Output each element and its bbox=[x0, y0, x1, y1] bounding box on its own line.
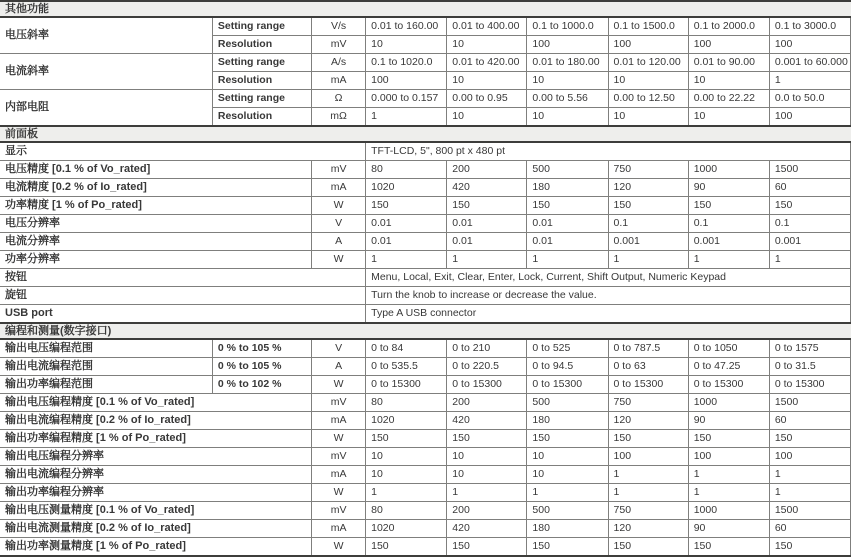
spec-label: 输出电流测量精度 [0.2 % of Io_rated] bbox=[0, 520, 312, 538]
spec-label: 电压斜率 bbox=[0, 17, 212, 54]
spec-value: 1000 bbox=[688, 161, 769, 179]
spec-value: 1 bbox=[366, 108, 447, 127]
spec-sub-label: 0 % to 102 % bbox=[212, 376, 311, 394]
spec-value: 150 bbox=[366, 538, 447, 557]
spec-unit: mA bbox=[312, 466, 366, 484]
spec-value: 0 to 220.5 bbox=[447, 358, 527, 376]
spec-value: 0.01 bbox=[366, 215, 447, 233]
spec-value: 100 bbox=[527, 36, 608, 54]
spec-value: 0.01 bbox=[527, 233, 608, 251]
spec-unit: A/s bbox=[312, 54, 366, 72]
spec-value: 10 bbox=[447, 108, 527, 127]
spec-label: USB port bbox=[0, 305, 366, 324]
spec-value: 10 bbox=[447, 466, 527, 484]
spec-value: 420 bbox=[447, 520, 527, 538]
spec-value: 0 to 1575 bbox=[769, 339, 850, 358]
spec-label: 输出电压编程范围 bbox=[0, 339, 212, 358]
spec-unit: mV bbox=[312, 448, 366, 466]
spec-row bbox=[0, 142, 851, 161]
spec-unit: mV bbox=[312, 502, 366, 520]
spec-value: 1 bbox=[769, 251, 850, 269]
spec-value: 1 bbox=[447, 484, 527, 502]
spec-row bbox=[0, 538, 851, 557]
spec-value: 10 bbox=[527, 108, 608, 127]
spec-value: 60 bbox=[769, 179, 850, 197]
spec-value: 0.01 bbox=[447, 215, 527, 233]
spec-unit: mV bbox=[312, 161, 366, 179]
spec-value: 0.00 to 5.56 bbox=[527, 90, 608, 108]
spec-row bbox=[0, 251, 851, 269]
spec-value: 10 bbox=[527, 72, 608, 90]
spec-value: 1 bbox=[366, 484, 447, 502]
spec-sub-label: 0 % to 105 % bbox=[212, 339, 311, 358]
spec-value: 150 bbox=[608, 430, 688, 448]
spec-value: 0.001 bbox=[688, 233, 769, 251]
spec-value: 10 bbox=[366, 36, 447, 54]
spec-value: 1020 bbox=[366, 179, 447, 197]
spec-unit: A bbox=[312, 233, 366, 251]
spec-row bbox=[0, 430, 851, 448]
spec-value: 1 bbox=[366, 251, 447, 269]
spec-value: 1 bbox=[527, 484, 608, 502]
spec-value: 0 to 15300 bbox=[608, 376, 688, 394]
spec-value: 1020 bbox=[366, 412, 447, 430]
spec-unit: Ω bbox=[312, 90, 366, 108]
section-row bbox=[0, 126, 851, 142]
spec-value: 150 bbox=[527, 197, 608, 215]
spec-value: 500 bbox=[527, 394, 608, 412]
spec-value-merged: TFT-LCD, 5", 800 pt x 480 pt bbox=[366, 142, 851, 161]
spec-value: 0.01 bbox=[527, 215, 608, 233]
spec-unit: W bbox=[312, 251, 366, 269]
spec-value-merged: Turn the knob to increase or decrease the value. bbox=[366, 287, 851, 305]
spec-value: 0.1 bbox=[769, 215, 850, 233]
spec-row bbox=[0, 54, 851, 72]
spec-value: 0.000 to 0.157 bbox=[366, 90, 447, 108]
spec-value-merged: Type A USB connector bbox=[366, 305, 851, 324]
spec-value: 0.01 to 420.00 bbox=[447, 54, 527, 72]
spec-value: 1 bbox=[688, 251, 769, 269]
spec-value: 90 bbox=[688, 412, 769, 430]
spec-label: 输出功率编程分辨率 bbox=[0, 484, 312, 502]
spec-row bbox=[0, 90, 851, 108]
spec-value: 150 bbox=[366, 197, 447, 215]
spec-unit: W bbox=[312, 430, 366, 448]
spec-table-body bbox=[0, 1, 851, 556]
spec-value: 10 bbox=[608, 108, 688, 127]
spec-value: 0.00 to 22.22 bbox=[688, 90, 769, 108]
spec-value: 0 to 787.5 bbox=[608, 339, 688, 358]
spec-label: 旋钮 bbox=[0, 287, 366, 305]
spec-value: 150 bbox=[366, 430, 447, 448]
spec-sub-label: Setting range bbox=[212, 90, 311, 108]
spec-value: 0 to 15300 bbox=[527, 376, 608, 394]
spec-label: 输出电压编程分辨率 bbox=[0, 448, 312, 466]
section-title: 编程和测量(数字接口) bbox=[0, 323, 851, 339]
spec-value: 0.001 bbox=[608, 233, 688, 251]
spec-row bbox=[0, 484, 851, 502]
spec-value: 150 bbox=[447, 197, 527, 215]
section-row bbox=[0, 1, 851, 17]
spec-value: 90 bbox=[688, 520, 769, 538]
spec-unit: W bbox=[312, 376, 366, 394]
spec-value: 200 bbox=[447, 502, 527, 520]
spec-value: 150 bbox=[688, 430, 769, 448]
spec-value: 0 to 84 bbox=[366, 339, 447, 358]
spec-unit: V/s bbox=[312, 17, 366, 36]
spec-row bbox=[0, 394, 851, 412]
spec-unit: mV bbox=[312, 36, 366, 54]
spec-value: 0.01 to 160.00 bbox=[366, 17, 447, 36]
spec-value: 1 bbox=[608, 466, 688, 484]
spec-value: 0 to 15300 bbox=[769, 376, 850, 394]
spec-label: 输出功率编程范围 bbox=[0, 376, 212, 394]
spec-value: 200 bbox=[447, 394, 527, 412]
spec-value: 10 bbox=[688, 108, 769, 127]
spec-label: 输出电流编程精度 [0.2 % of Io_rated] bbox=[0, 412, 312, 430]
spec-label: 输出功率测量精度 [1 % of Po_rated] bbox=[0, 538, 312, 557]
spec-row bbox=[0, 448, 851, 466]
spec-value: 10 bbox=[447, 72, 527, 90]
spec-sub-label: Resolution bbox=[212, 72, 311, 90]
spec-value: 120 bbox=[608, 412, 688, 430]
spec-value: 0.001 to 60.000 bbox=[769, 54, 850, 72]
spec-label: 电流精度 [0.2 % of Io_rated] bbox=[0, 179, 312, 197]
spec-value: 1500 bbox=[769, 502, 850, 520]
spec-label: 按钮 bbox=[0, 269, 366, 287]
spec-value: 500 bbox=[527, 502, 608, 520]
spec-value: 60 bbox=[769, 412, 850, 430]
spec-value: 0.01 bbox=[366, 233, 447, 251]
spec-value: 1 bbox=[608, 484, 688, 502]
spec-row bbox=[0, 17, 851, 36]
spec-row bbox=[0, 215, 851, 233]
spec-value: 1500 bbox=[769, 161, 850, 179]
spec-value: 1 bbox=[447, 251, 527, 269]
spec-value: 100 bbox=[608, 36, 688, 54]
spec-value: 0 to 94.5 bbox=[527, 358, 608, 376]
spec-value: 1000 bbox=[688, 394, 769, 412]
spec-value: 180 bbox=[527, 179, 608, 197]
spec-sub-label: Setting range bbox=[212, 54, 311, 72]
spec-row bbox=[0, 376, 851, 394]
spec-value: 100 bbox=[366, 72, 447, 90]
spec-value-merged: Menu, Local, Exit, Clear, Enter, Lock, Current, Shift Output, Numeric Keypad bbox=[366, 269, 851, 287]
spec-value: 200 bbox=[447, 161, 527, 179]
spec-value: 0 to 15300 bbox=[447, 376, 527, 394]
spec-unit: V bbox=[312, 339, 366, 358]
spec-value: 10 bbox=[366, 448, 447, 466]
spec-value: 0.01 to 120.00 bbox=[608, 54, 688, 72]
spec-label: 显示 bbox=[0, 142, 366, 161]
spec-label: 电流斜率 bbox=[0, 54, 212, 90]
spec-value: 180 bbox=[527, 520, 608, 538]
section-row bbox=[0, 323, 851, 339]
spec-row bbox=[0, 233, 851, 251]
spec-value: 80 bbox=[366, 161, 447, 179]
spec-value: 150 bbox=[688, 197, 769, 215]
spec-value: 10 bbox=[366, 466, 447, 484]
spec-value: 150 bbox=[527, 430, 608, 448]
spec-sub-label: 0 % to 105 % bbox=[212, 358, 311, 376]
spec-value: 10 bbox=[527, 466, 608, 484]
spec-label: 输出功率编程精度 [1 % of Po_rated] bbox=[0, 430, 312, 448]
spec-value: 0.00 to 12.50 bbox=[608, 90, 688, 108]
spec-value: 0.1 to 2000.0 bbox=[688, 17, 769, 36]
spec-value: 80 bbox=[366, 502, 447, 520]
spec-value: 100 bbox=[688, 36, 769, 54]
spec-value: 0 to 210 bbox=[447, 339, 527, 358]
spec-unit: mA bbox=[312, 412, 366, 430]
spec-label: 电压分辨率 bbox=[0, 215, 312, 233]
spec-value: 120 bbox=[608, 520, 688, 538]
spec-unit: A bbox=[312, 358, 366, 376]
spec-value: 750 bbox=[608, 502, 688, 520]
spec-value: 1020 bbox=[366, 520, 447, 538]
spec-row bbox=[0, 269, 851, 287]
spec-value: 0.01 to 400.00 bbox=[447, 17, 527, 36]
spec-unit: mA bbox=[312, 179, 366, 197]
spec-value: 1 bbox=[608, 251, 688, 269]
spec-value: 0.0 to 50.0 bbox=[769, 90, 850, 108]
spec-value: 0.1 to 1020.0 bbox=[366, 54, 447, 72]
spec-value: 0 to 1050 bbox=[688, 339, 769, 358]
spec-value: 1 bbox=[688, 466, 769, 484]
spec-value: 150 bbox=[769, 538, 850, 557]
spec-value: 180 bbox=[527, 412, 608, 430]
spec-label: 输出电流编程范围 bbox=[0, 358, 212, 376]
spec-row bbox=[0, 179, 851, 197]
spec-value: 150 bbox=[447, 430, 527, 448]
spec-value: 100 bbox=[769, 448, 850, 466]
spec-value: 100 bbox=[769, 36, 850, 54]
spec-row bbox=[0, 287, 851, 305]
spec-row bbox=[0, 339, 851, 358]
spec-row bbox=[0, 466, 851, 484]
spec-value: 10 bbox=[447, 36, 527, 54]
spec-value: 0 to 525 bbox=[527, 339, 608, 358]
spec-label: 输出电流编程分辨率 bbox=[0, 466, 312, 484]
section-title: 前面板 bbox=[0, 126, 851, 142]
spec-sub-label: Resolution bbox=[212, 36, 311, 54]
spec-value: 1 bbox=[688, 484, 769, 502]
spec-value: 10 bbox=[447, 448, 527, 466]
spec-row bbox=[0, 412, 851, 430]
spec-unit: mΩ bbox=[312, 108, 366, 127]
spec-value: 0.1 to 1500.0 bbox=[608, 17, 688, 36]
spec-value: 150 bbox=[447, 538, 527, 557]
spec-value: 0 to 15300 bbox=[688, 376, 769, 394]
spec-value: 1 bbox=[769, 484, 850, 502]
spec-unit: W bbox=[312, 484, 366, 502]
spec-value: 10 bbox=[608, 72, 688, 90]
spec-unit: V bbox=[312, 215, 366, 233]
spec-label: 输出电压测量精度 [0.1 % of Vo_rated] bbox=[0, 502, 312, 520]
spec-value: 10 bbox=[527, 448, 608, 466]
spec-label: 输出电压编程精度 [0.1 % of Vo_rated] bbox=[0, 394, 312, 412]
spec-value: 150 bbox=[608, 197, 688, 215]
spec-value: 1 bbox=[769, 466, 850, 484]
spec-value: 750 bbox=[608, 394, 688, 412]
spec-label: 电流分辨率 bbox=[0, 233, 312, 251]
spec-value: 150 bbox=[769, 430, 850, 448]
spec-value: 1 bbox=[769, 72, 850, 90]
spec-unit: mA bbox=[312, 520, 366, 538]
spec-sub-label: Setting range bbox=[212, 17, 311, 36]
spec-value: 420 bbox=[447, 412, 527, 430]
spec-value: 1 bbox=[527, 251, 608, 269]
spec-value: 0.01 to 90.00 bbox=[688, 54, 769, 72]
spec-label: 内部电阻 bbox=[0, 90, 212, 127]
spec-value: 0 to 63 bbox=[608, 358, 688, 376]
spec-row bbox=[0, 502, 851, 520]
spec-value: 100 bbox=[769, 108, 850, 127]
spec-value: 120 bbox=[608, 179, 688, 197]
spec-value: 100 bbox=[608, 448, 688, 466]
spec-value: 0.1 bbox=[608, 215, 688, 233]
spec-unit: W bbox=[312, 538, 366, 557]
spec-value: 0 to 535.5 bbox=[366, 358, 447, 376]
spec-value: 100 bbox=[688, 448, 769, 466]
spec-value: 0 to 15300 bbox=[366, 376, 447, 394]
spec-value: 0.001 bbox=[769, 233, 850, 251]
spec-unit: W bbox=[312, 197, 366, 215]
spec-label: 功率分辨率 bbox=[0, 251, 312, 269]
spec-row bbox=[0, 161, 851, 179]
spec-value: 0.1 to 3000.0 bbox=[769, 17, 850, 36]
spec-value: 0.01 bbox=[447, 233, 527, 251]
spec-row bbox=[0, 197, 851, 215]
spec-value: 0 to 31.5 bbox=[769, 358, 850, 376]
spec-value: 80 bbox=[366, 394, 447, 412]
spec-value: 420 bbox=[447, 179, 527, 197]
spec-value: 0.01 to 180.00 bbox=[527, 54, 608, 72]
spec-value: 1500 bbox=[769, 394, 850, 412]
section-title: 其他功能 bbox=[0, 1, 851, 17]
spec-value: 10 bbox=[688, 72, 769, 90]
spec-value: 500 bbox=[527, 161, 608, 179]
spec-value: 150 bbox=[608, 538, 688, 557]
spec-value: 150 bbox=[769, 197, 850, 215]
spec-value: 750 bbox=[608, 161, 688, 179]
spec-value: 0.1 bbox=[688, 215, 769, 233]
spec-value: 0.1 to 1000.0 bbox=[527, 17, 608, 36]
spec-value: 0 to 47.25 bbox=[688, 358, 769, 376]
spec-value: 0.00 to 0.95 bbox=[447, 90, 527, 108]
spec-label: 电压精度 [0.1 % of Vo_rated] bbox=[0, 161, 312, 179]
spec-unit: mV bbox=[312, 394, 366, 412]
spec-value: 150 bbox=[688, 538, 769, 557]
spec-value: 150 bbox=[527, 538, 608, 557]
spec-row bbox=[0, 358, 851, 376]
spec-value: 90 bbox=[688, 179, 769, 197]
spec-row bbox=[0, 520, 851, 538]
spec-value: 1000 bbox=[688, 502, 769, 520]
spec-row bbox=[0, 305, 851, 324]
spec-unit: mA bbox=[312, 72, 366, 90]
spec-label: 功率精度 [1 % of Po_rated] bbox=[0, 197, 312, 215]
spec-sub-label: Resolution bbox=[212, 108, 311, 127]
spec-value: 60 bbox=[769, 520, 850, 538]
